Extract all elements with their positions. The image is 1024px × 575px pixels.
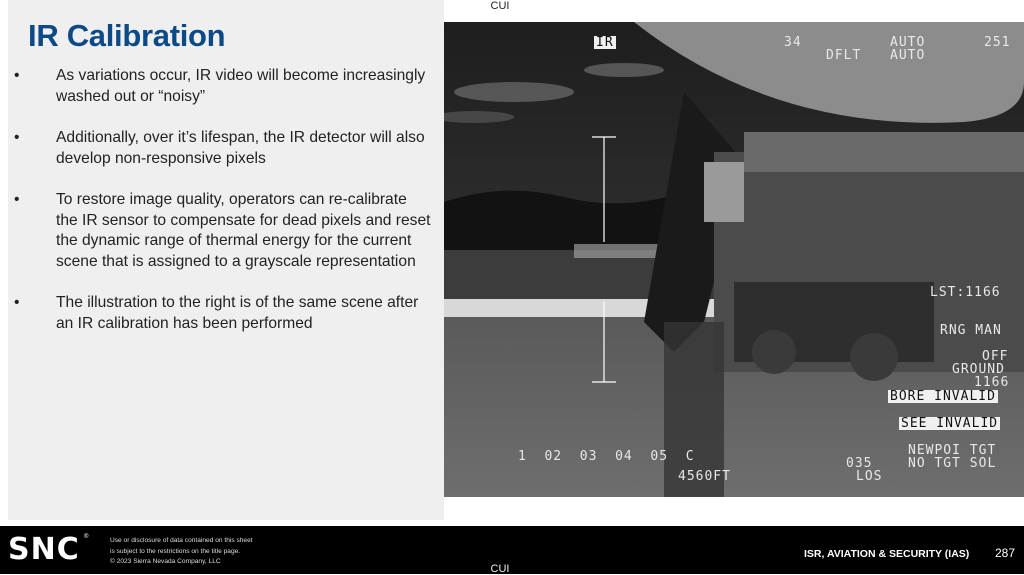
classification-top: CUI bbox=[490, 0, 510, 12]
ir-camera-image bbox=[444, 22, 1024, 497]
hud-bore-warning: BORE INVALID bbox=[890, 389, 996, 404]
bullet-text: As variations occur, IR video will become increasingly washed out or “noisy” bbox=[56, 67, 426, 105]
hud-label: GROUND bbox=[952, 362, 1005, 377]
disclaimer-line: © 2023 Sierra Nevada Company, LLC bbox=[110, 558, 221, 565]
hud-label: NEWPOI TGT bbox=[908, 443, 997, 458]
disclaimer-line: Use or disclosure of data contained on this sheet bbox=[110, 537, 253, 544]
bullet-text: Additionally, over it’s lifespan, the IR detector will also develop non-responsive pixels bbox=[56, 129, 425, 167]
bullet-marker: • bbox=[14, 294, 20, 311]
bullet-item bbox=[12, 128, 432, 169]
hud-scale: 1 02 03 04 05 C bbox=[518, 449, 695, 464]
bullet-list bbox=[12, 66, 432, 355]
hud-label: OFF bbox=[982, 349, 1009, 364]
hud-label: AUTO bbox=[890, 35, 926, 50]
slide-title: IR Calibration bbox=[28, 18, 226, 53]
hud-label: AUTO bbox=[890, 48, 926, 63]
footer-division-label: ISR, AVIATION & SECURITY (IAS) bbox=[804, 548, 970, 560]
bullet-item bbox=[12, 66, 432, 107]
hud-altitude: 4560FT bbox=[678, 469, 731, 484]
page-number: 287 bbox=[995, 546, 1016, 560]
bullet-text: The illustration to the right is of the same scene after an IR calibration has been performed bbox=[56, 294, 419, 332]
bullet-marker: • bbox=[14, 129, 20, 146]
bullet-item bbox=[12, 190, 432, 272]
hud-value: 035 bbox=[846, 456, 873, 471]
ir-mode-label: IR bbox=[596, 35, 614, 50]
disclaimer-line: is subject to the restrictions on the title page. bbox=[110, 547, 241, 555]
bullet-marker: • bbox=[14, 191, 20, 208]
hud-see-warning: SEE INVALID bbox=[901, 416, 999, 431]
hud-lst: LST:1166 bbox=[930, 285, 1001, 300]
snc-logo: SNC bbox=[8, 532, 80, 567]
hud-label: DFLT bbox=[826, 48, 862, 63]
classification-bottom: CUI bbox=[490, 563, 510, 575]
hud-label: LOS bbox=[856, 469, 883, 484]
registered-mark: ® bbox=[84, 534, 89, 540]
hud-range: RNG MAN bbox=[940, 323, 1002, 338]
bullet-item bbox=[12, 293, 432, 334]
hud-label: NO TGT SOL bbox=[908, 456, 997, 471]
hud-value: 251 bbox=[984, 35, 1011, 50]
hud-value: 1166 bbox=[974, 375, 1010, 390]
hud-value: 34 bbox=[784, 35, 802, 50]
bullet-text: To restore image quality, operators can re-calibrate the IR sensor to compensate for dead pixels and reset the dynamic range of thermal energy for the current scene that is assigned to a grayscale representation bbox=[56, 191, 431, 270]
bullet-marker: • bbox=[14, 67, 20, 84]
